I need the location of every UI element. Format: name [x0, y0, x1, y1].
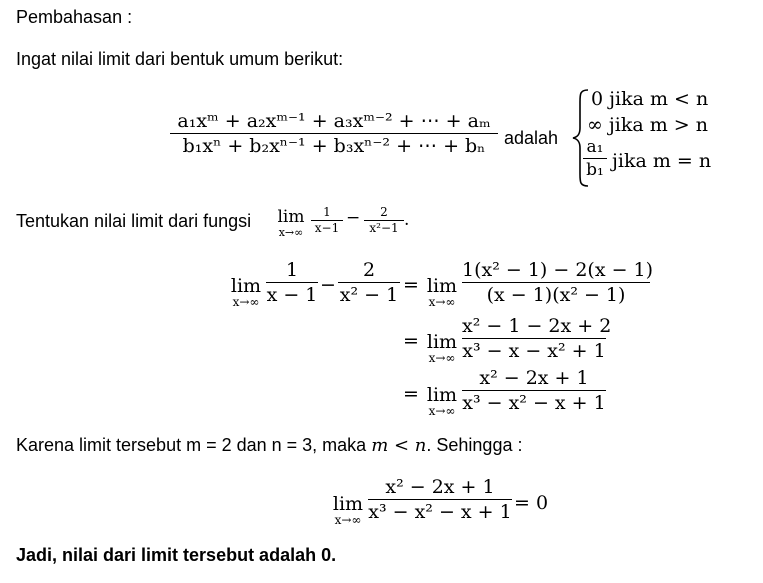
lim-subscript: x→∞ — [278, 226, 304, 239]
conclusion-text: Karena limit tersebut m = 2 dan n = 3, maka — [16, 435, 367, 455]
fraction-bar — [462, 282, 650, 283]
denominator: x − 1 — [266, 284, 318, 306]
case-m-equal-n: jika m = n — [612, 150, 712, 172]
b1-label: b₁ — [586, 160, 604, 180]
general-form-numerator: a₁xᵐ + a₂xᵐ⁻¹ + a₃xᵐ⁻² + ⋯ + aₘ — [177, 110, 491, 132]
case-m-greater-n: ∞ jika m > n — [587, 114, 708, 136]
numerator: x² − 2x + 1 — [385, 476, 495, 498]
lhs-fraction-2 — [338, 259, 400, 306]
denominator: x² − 1 — [339, 284, 399, 306]
lim-subscript: x→∞ — [428, 351, 456, 365]
conclusion-math: m < n — [371, 435, 427, 456]
fraction-bar — [338, 282, 400, 283]
lim-subscript: x→∞ — [428, 295, 456, 309]
task-lim — [273, 207, 309, 239]
lim-word: lim — [332, 493, 364, 515]
lim-subscript: x→∞ — [428, 404, 456, 418]
a1-label: a₁ — [586, 137, 604, 157]
lim-word: lim — [426, 275, 458, 297]
fraction-bar — [266, 282, 318, 283]
denominator: (x − 1)(x² − 1) — [486, 284, 626, 306]
intro-text: Ingat nilai limit dari bentuk umum berikut: — [16, 49, 344, 69]
equals-sign-1: = — [403, 274, 419, 296]
step3-lim — [422, 385, 462, 417]
task-fraction-1 — [311, 206, 343, 235]
derivation-lim — [226, 276, 266, 308]
general-form-denominator: b₁xⁿ + b₂xⁿ⁻¹ + b₃xⁿ⁻² + ⋯ + bₙ — [182, 135, 486, 157]
fraction-bar — [368, 499, 512, 500]
answer-text: Jadi, nilai dari limit tersebut adalah 0. — [16, 545, 337, 565]
equals-sign-3: = — [403, 383, 419, 405]
numerator: 1 — [323, 205, 331, 219]
lhs-minus: − — [320, 274, 336, 296]
step1-fraction — [462, 259, 654, 306]
denominator: x³ − x² − x + 1 — [462, 392, 606, 414]
adalah-label: adalah — [504, 128, 559, 148]
numerator: 2 — [380, 205, 388, 219]
task-period: . — [404, 210, 410, 230]
fraction-bar — [462, 390, 606, 391]
fraction-bar — [462, 338, 606, 339]
case-m-less-n: 0 jika m < n — [591, 88, 709, 110]
denominator: x−1 — [314, 221, 340, 235]
denominator: x³ − x² − x + 1 — [368, 501, 512, 523]
step2-lim — [422, 332, 462, 364]
final-fraction — [368, 476, 512, 523]
numerator: x² − 2x + 1 — [479, 367, 589, 389]
lim-word: lim — [230, 275, 262, 297]
conclusion-rest: . Sehingga : — [426, 435, 523, 455]
step3-fraction — [462, 367, 606, 414]
lim-word: lim — [277, 207, 305, 227]
heading: Pembahasan : — [16, 7, 133, 27]
final-result: = 0 — [514, 492, 549, 514]
equals-sign-2: = — [403, 330, 419, 352]
step2-fraction — [462, 315, 612, 362]
general-form-fraction — [170, 110, 498, 157]
conclusion-line — [16, 434, 522, 457]
numerator: 2 — [362, 259, 376, 281]
lim-word: lim — [426, 331, 458, 353]
task-fraction-2 — [364, 206, 404, 235]
task-minus: − — [346, 208, 361, 228]
lim-word: lim — [426, 384, 458, 406]
fraction-bar — [170, 133, 498, 134]
denominator: x²−1 — [369, 221, 399, 235]
denominator: x³ − x − x² + 1 — [462, 340, 606, 362]
lhs-fraction-1 — [266, 259, 318, 306]
numerator: 1 — [285, 259, 299, 281]
final-lim — [328, 494, 368, 526]
fraction-bar — [583, 158, 607, 159]
numerator: 1(x² − 1) − 2(x − 1) — [462, 259, 654, 281]
task-text: Tentukan nilai limit dari fungsi — [16, 211, 252, 231]
numerator: x² − 1 − 2x + 2 — [462, 315, 612, 337]
case-a1-b1-fraction — [583, 137, 607, 180]
lim-subscript: x→∞ — [334, 513, 362, 527]
step1-lim — [422, 276, 462, 308]
lim-subscript: x→∞ — [232, 295, 260, 309]
